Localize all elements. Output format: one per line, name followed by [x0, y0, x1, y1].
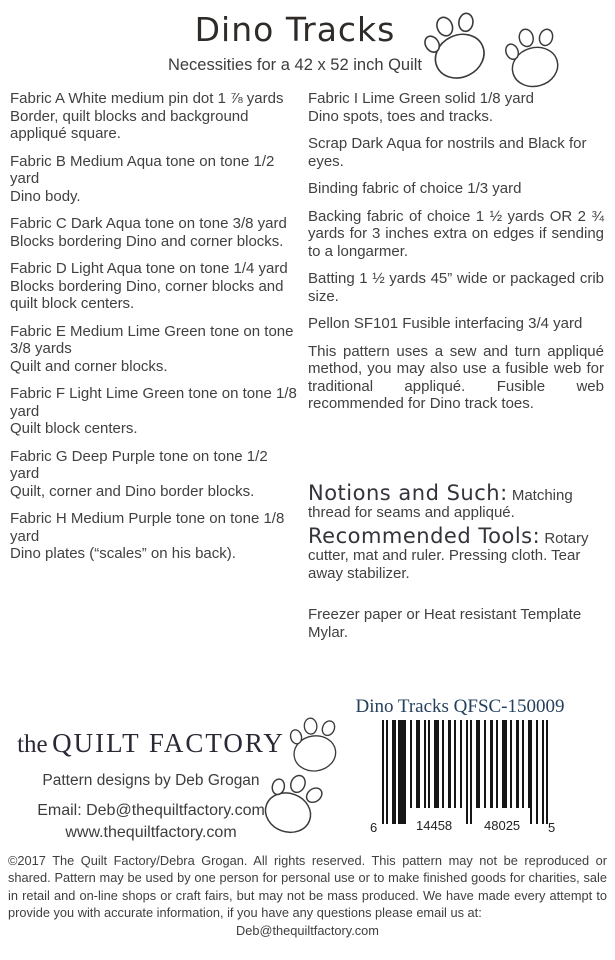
fabric-desc: Border, quilt blocks and background appliqué square. [10, 107, 249, 142]
fabric-spec: Fabric H Medium Purple tone on tone 1/8 yard [10, 510, 285, 545]
dino-paw-print-icon [494, 20, 572, 98]
interfacing-note: Pellon SF101 Fusible interfacing 3/4 yard [308, 315, 583, 332]
fabric-spec: Fabric E Medium Lime Green tone on tone 3/8 yards [10, 322, 294, 357]
quilt-factory-logo [8, 728, 294, 759]
logo-the: the [17, 731, 48, 758]
fabric-desc: Blocks bordering Dino, corner blocks and quilt block centers. [10, 277, 284, 312]
fabric-desc: Dino spots, toes and tracks. [308, 107, 494, 125]
fabric-desc: Dino body. [10, 187, 81, 205]
copyright-text: ©2017 The Quilt Factory/Debra Grogan. All rights reserved. This pattern may not be reproduced or shared. Pattern may be used by one person for personal use or to make finished goods for charities, sale in retail and on-line shops or craft fairs, but may not be mass produced. We have made every attempt to provide you with accurate information, if you have any questions please email us at: [8, 853, 607, 921]
page-subtitle: Necessities for a 42 x 52 inch Quilt [167, 56, 423, 74]
fabric-requirements-right-column [308, 90, 604, 651]
fabric-desc: Quilt, corner and Dino border blocks. [10, 482, 255, 500]
notions-text: Matching thread for seams and appliqué. [308, 486, 573, 521]
fabric-item-h [10, 510, 298, 563]
designer-byline: Pattern designs by Deb Grogan [42, 772, 260, 789]
batting-note: Batting 1 ½ yards 45” wide or packaged crib size. [308, 270, 604, 305]
logo-name: QUILT FACTORY [52, 728, 285, 758]
freezer-paper-note: Freezer paper or Heat resistant Template Mylar. [308, 606, 582, 641]
pattern-method-note: This pattern uses a sew and turn appliqué method, you may also use a fusible web for traditional appliqué. Fusible web recommended for Dino track toes. [308, 342, 604, 412]
tools-text: Rotary cutter, mat and ruler. Pressing cloth. Tear away stabilizer. [308, 529, 589, 582]
fabric-spec: Fabric B Medium Aqua tone on tone 1/2 yard [10, 152, 275, 187]
fabric-item-a [10, 90, 298, 143]
fabric-requirements-left-column [10, 90, 298, 573]
fabric-item-c [10, 215, 298, 250]
page-title: Dino Tracks [194, 10, 396, 49]
fabric-desc: Dino plates (“scales” on his back). [10, 545, 236, 562]
fabric-item-b [10, 153, 298, 206]
brand-block [8, 728, 294, 842]
fabric-spec: Fabric A White medium pin dot 1 ⅞ yards [10, 90, 284, 107]
tools-heading: Recommended Tools: [308, 523, 541, 548]
binding-note: Binding fabric of choice 1/3 yard [308, 180, 522, 197]
fabric-item-g [10, 448, 298, 501]
fabric-spec: Fabric C Dark Aqua tone on tone 3/8 yard [10, 215, 287, 232]
copyright-email: Deb@thequiltfactory.com [236, 922, 379, 938]
fabric-item-f [10, 385, 298, 438]
fabric-spec: Fabric I Lime Green solid 1/8 yard [308, 90, 534, 107]
backing-note: Backing fabric of choice 1 ½ yards OR 2 ¾ yards for 3 inches extra on edges if sending to a longarmer. [308, 207, 604, 260]
website-url: www.thequiltfactory.com [65, 824, 237, 841]
product-code: Dino Tracks QFSC-150009 [355, 696, 565, 717]
fabric-desc: Quilt block centers. [10, 420, 138, 437]
notions-heading: Notions and Such: [308, 480, 508, 505]
fabric-item-i [308, 90, 604, 125]
barcode-digit-left: 6 [370, 820, 378, 835]
barcode-group-1: 14458 [416, 818, 453, 833]
fabric-spec: Fabric D Light Aqua tone on tone 1/4 yard [10, 260, 288, 277]
scrap-note: Scrap Dark Aqua for nostrils and Black for eyes. [308, 135, 587, 170]
copyright-block [8, 852, 607, 939]
notions-section [308, 480, 604, 522]
fabric-desc: Blocks bordering Dino and corner blocks. [10, 232, 284, 250]
contact-email: Email: Deb@thequiltfactory.com [37, 802, 265, 819]
fabric-spec: Fabric F Light Lime Green tone on tone 1/8 yard [10, 385, 297, 420]
fabric-item-e [10, 323, 298, 376]
tools-section [308, 523, 604, 583]
barcode-digit-right: 5 [548, 820, 556, 835]
fabric-desc: Quilt and corner blocks. [10, 357, 168, 375]
upc-barcode [364, 718, 556, 836]
fabric-item-d [10, 260, 298, 313]
dino-paw-print-icon [419, 11, 493, 85]
barcode-group-2: 48025 [484, 818, 521, 833]
fabric-spec: Fabric G Deep Purple tone on tone 1/2 yard [10, 447, 268, 482]
